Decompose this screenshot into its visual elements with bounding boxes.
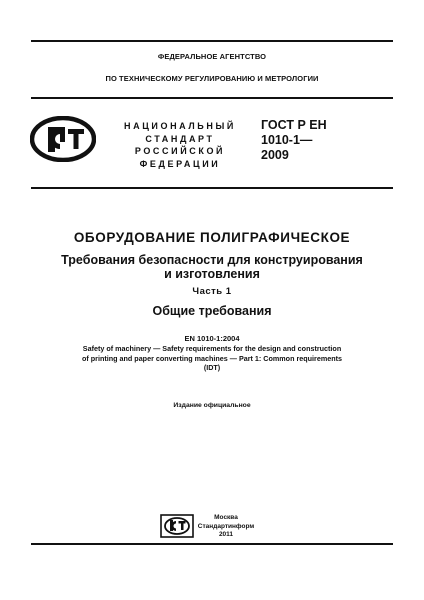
standartinform-logo [160, 514, 194, 538]
agency-name: ФЕДЕРАЛЬНОЕ АГЕНТСТВО [157, 52, 267, 61]
part-title: Общие требования [152, 304, 272, 318]
publisher-city: Москва [214, 514, 238, 521]
standard-designation [261, 118, 327, 163]
standard-type-line: РОССИЙСКОЙ [134, 146, 226, 156]
designation-line: ГОСТ Р ЕН [261, 118, 327, 132]
en-title-line-2: of printing and paper converting machines — Part 1: Common requirements [82, 353, 342, 363]
official-edition: Издание официальное [173, 402, 251, 409]
standard-type-line: СТАНДАРТ [145, 133, 215, 144]
designation-line: 2009 [261, 148, 289, 162]
designation-line: 1010-1— [261, 133, 313, 147]
standard-type-line: НАЦИОНАЛЬНЫЙ [124, 121, 236, 131]
subtitle-line-1: Требования безопасности для конструирования [61, 253, 363, 267]
subtitle-line-2: и изготовления [164, 267, 260, 281]
publisher-block [196, 514, 256, 540]
middle-rule [31, 187, 393, 189]
part-number: Часть 1 [192, 286, 232, 297]
standard-type-line: ФЕДЕРАЦИИ [139, 158, 221, 169]
standard-type [120, 120, 240, 170]
top-rule [31, 40, 393, 42]
en-title-line-1: Safety of machinery — Safety requirements for the design and construction [82, 344, 342, 353]
agency-subtitle: ПО ТЕХНИЧЕСКОМУ РЕГУЛИРОВАНИЮ И МЕТРОЛОГИИ [105, 74, 319, 83]
en-standard-code: EN 1010-1:2004 [184, 334, 240, 343]
bottom-rule [31, 543, 393, 545]
publisher-name: Стандартинформ [197, 522, 255, 530]
en-title-line-3: (IDT) [203, 363, 221, 372]
header-rule [31, 97, 393, 99]
gost-r-logo [30, 116, 96, 162]
main-title: ОБОРУДОВАНИЕ ПОЛИГРАФИЧЕСКОЕ [73, 230, 351, 245]
publication-year: 2011 [218, 531, 234, 538]
